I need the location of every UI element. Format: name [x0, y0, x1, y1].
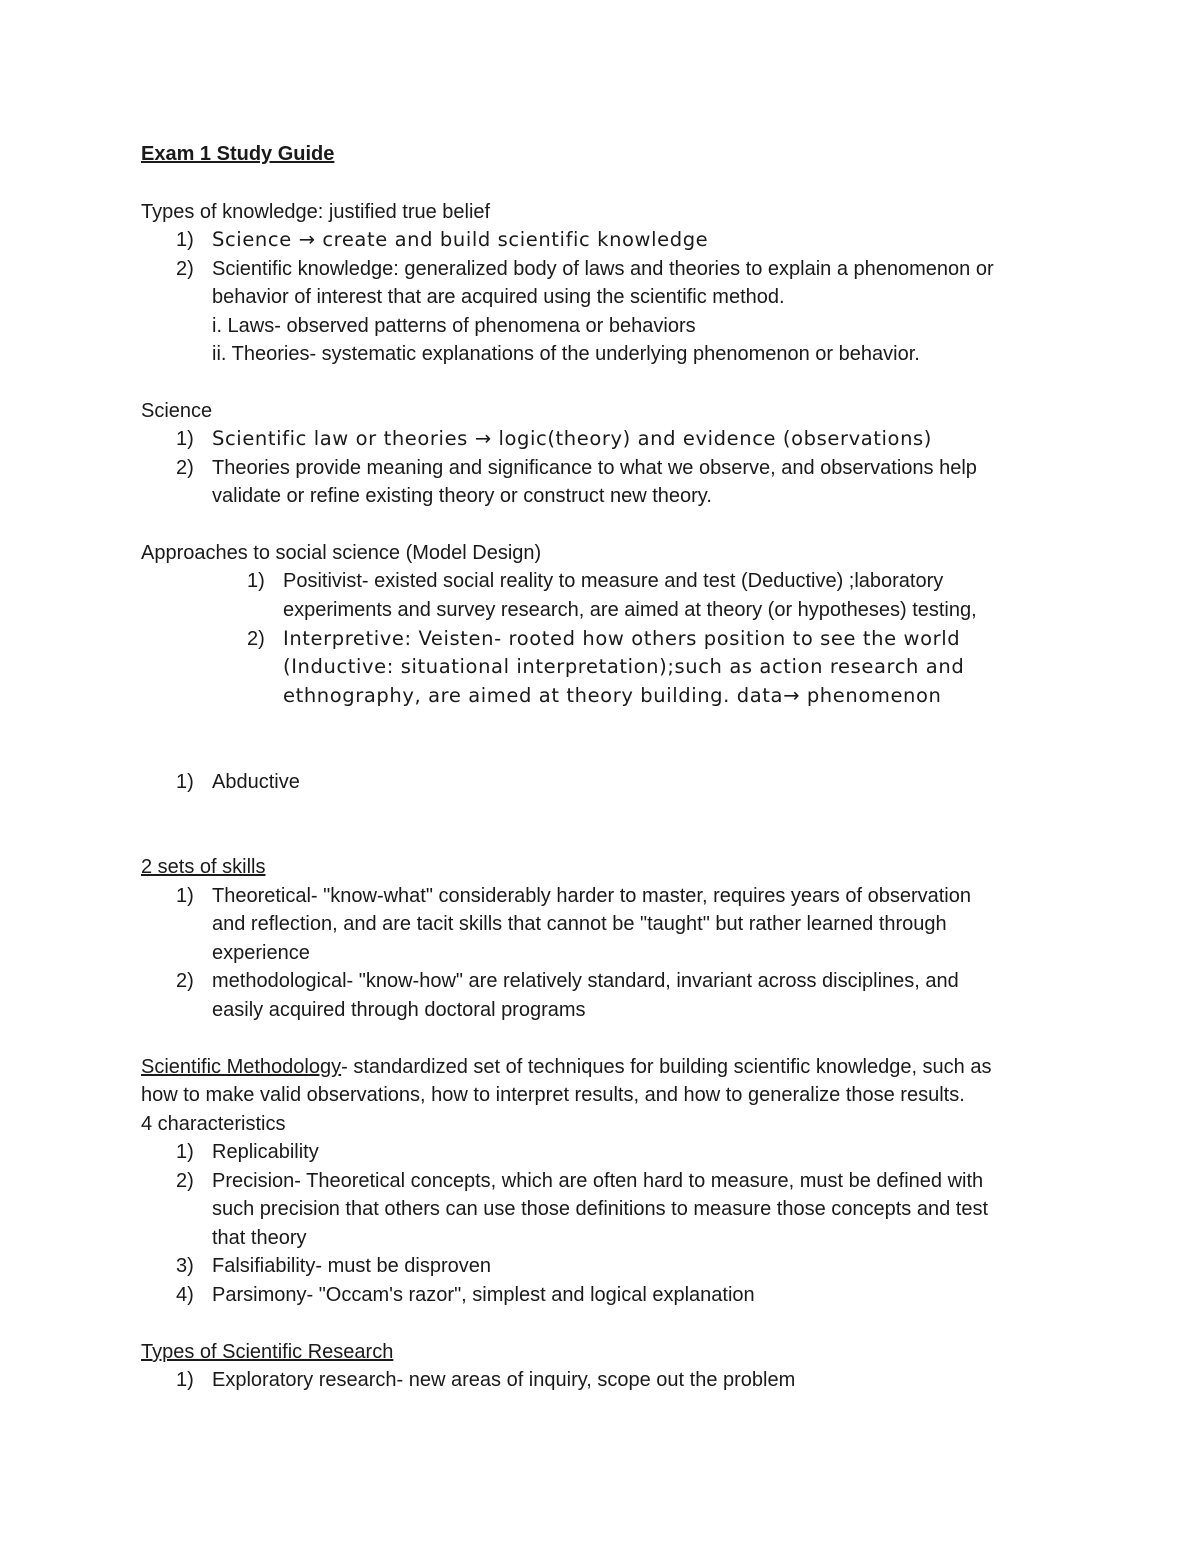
- list-item-text: that theory: [212, 1227, 307, 1249]
- list-number: 1): [247, 570, 265, 592]
- sub-item-text: ii. Theories- systematic explanations of the underlying phenomenon or behavior.: [212, 343, 920, 365]
- approaches-heading: Approaches to social science (Model Design): [141, 542, 542, 564]
- list-item-text: experience: [212, 942, 310, 964]
- list-item-text: Replicability: [212, 1141, 319, 1163]
- methodology-line: how to make valid observations, how to interpret results, and how to generalize those results.: [141, 1084, 965, 1106]
- sub-item-text: i. Laws- observed patterns of phenomena or behaviors: [212, 315, 696, 337]
- list-number: 1): [176, 885, 194, 907]
- list-number: 2): [247, 628, 265, 650]
- list-item-text: Positivist- existed social reality to measure and test (Deductive) ;laboratory: [283, 570, 944, 592]
- list-number: 3): [176, 1255, 194, 1277]
- list-item-text: validate or refine existing theory or construct new theory.: [212, 485, 712, 507]
- science-heading: Science: [141, 400, 213, 422]
- list-number: 4): [176, 1284, 194, 1306]
- list-item-text: Precision- Theoretical concepts, which are often hard to measure, must be defined with: [212, 1170, 984, 1192]
- knowledge-heading: Types of knowledge: justified true belief: [141, 201, 491, 223]
- list-item-text: (Inductive: situational interpretation);such as action research and: [283, 655, 965, 678]
- list-number: 2): [176, 457, 194, 479]
- list-item-text: and reflection, and are tacit skills that cannot be "taught" but rather learned through: [212, 913, 947, 935]
- list-item-text: experiments and survey research, are aimed at theory (or hypotheses) testing,: [283, 599, 977, 621]
- methodology-paragraph: [141, 1053, 991, 1081]
- list-number: 1): [176, 1369, 194, 1391]
- skills-heading: 2 sets of skills: [141, 856, 266, 878]
- list-item-text: Scientific knowledge: generalized body of laws and theories to explain a phenomenon or: [212, 258, 994, 280]
- list-item-text: Scientific law or theories → logic(theory) and evidence (observations): [212, 427, 933, 450]
- list-item-text: Science → create and build scientific knowledge: [212, 228, 709, 251]
- list-item-text: methodological- "know-how" are relatively standard, invariant across disciplines, and: [212, 970, 959, 992]
- list-number: 1): [176, 428, 194, 450]
- research-heading: Types of Scientific Research: [141, 1341, 394, 1363]
- characteristics-heading: 4 characteristics: [141, 1113, 286, 1135]
- list-item-text: ethnography, are aimed at theory building. data→ phenomenon: [283, 684, 942, 707]
- list-item-text: such precision that others can use those definitions to measure those concepts and test: [212, 1198, 989, 1220]
- list-item-text: Falsifiability- must be disproven: [212, 1255, 491, 1277]
- list-number: 2): [176, 1170, 194, 1192]
- list-number: 1): [176, 771, 194, 793]
- list-item-text: Theories provide meaning and significance to what we observe, and observations help: [212, 457, 977, 479]
- list-number: 2): [176, 258, 194, 280]
- methodology-term: Scientific Methodology: [141, 1056, 342, 1078]
- list-number: 1): [176, 229, 194, 251]
- list-number: 1): [176, 1141, 194, 1163]
- list-number: 2): [176, 970, 194, 992]
- list-item-text: behavior of interest that are acquired using the scientific method.: [212, 286, 785, 308]
- list-item-text: Exploratory research- new areas of inquiry, scope out the problem: [212, 1369, 796, 1391]
- list-item-text: Theoretical- "know-what" considerably harder to master, requires years of observation: [212, 885, 971, 907]
- document-title: Exam 1 Study Guide: [141, 143, 335, 165]
- list-item-text: Interpretive: Veisten- rooted how others position to see the world: [283, 627, 961, 650]
- list-item-text: easily acquired through doctoral programs: [212, 999, 586, 1021]
- methodology-definition: - standardized set of techniques for building scientific knowledge, such as: [341, 1056, 992, 1078]
- list-item-text: Parsimony- "Occam's razor", simplest and logical explanation: [212, 1284, 755, 1306]
- list-item-text: Abductive: [212, 771, 300, 793]
